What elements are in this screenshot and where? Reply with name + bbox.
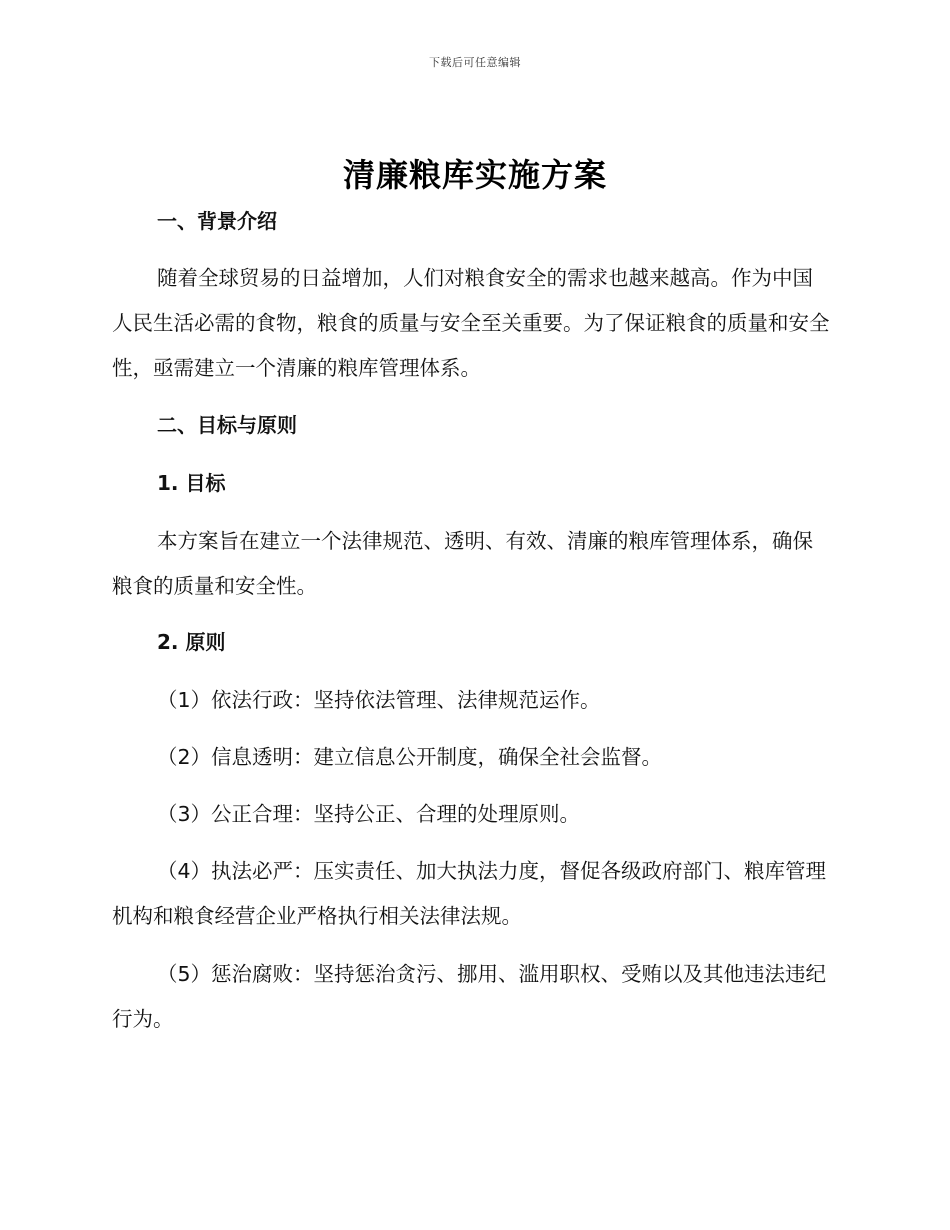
document-title: 清廉粮库实施方案 xyxy=(342,156,607,194)
subheading-principles: 2. 原则 xyxy=(157,630,226,654)
principle-item-3: （3）公正合理：坚持公正、合理的处理原则。 xyxy=(157,802,581,826)
goal-paragraph: 本方案旨在建立一个法律规范、透明、有效、清廉的粮库管理体系，确保粮食的质量和安全性。 xyxy=(112,529,813,598)
section-heading-background: 一、背景介绍 xyxy=(157,209,277,233)
background-paragraph: 随着全球贸易的日益增加，人们对粮食安全的需求也越来越高。作为中国人民生活必需的食物，粮食的质量与安全至关重要。为了保证粮食的质量和安全性，亟需建立一个清廉的粮库管理体系。 xyxy=(112,266,830,380)
principle-item-4: （4）执法必严：压实责任、加大执法力度，督促各级政府部门、粮库管理机构和粮食经营企业严格执行相关法律法规。 xyxy=(112,859,827,928)
principle-item-2: （2）信息透明：建立信息公开制度，确保全社会监督。 xyxy=(157,745,663,769)
section-heading-goals-principles: 二、目标与原则 xyxy=(157,413,297,437)
principle-item-1: （1）依法行政：坚持依法管理、法律规范运作。 xyxy=(157,688,601,712)
principle-item-5: （5）惩治腐败：坚持惩治贪污、挪用、滥用职权、受贿以及其他违法违纪行为。 xyxy=(112,962,827,1031)
page-header-note: 下载后可任意编辑 xyxy=(429,56,521,69)
subheading-goal: 1. 目标 xyxy=(157,471,226,495)
